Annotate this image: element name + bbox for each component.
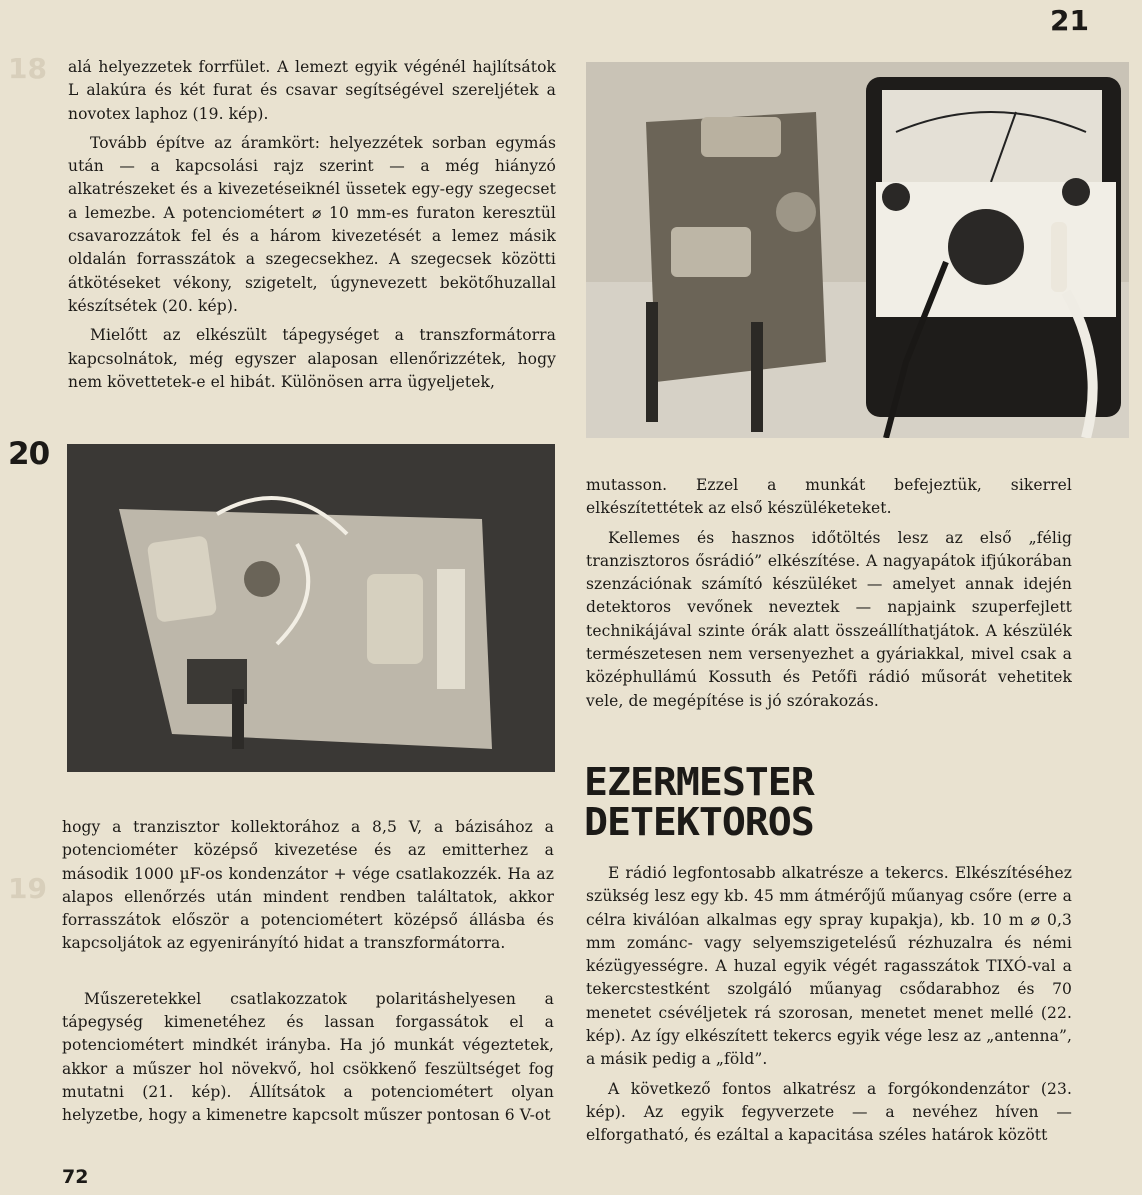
bleed-through-mark: 19 bbox=[8, 872, 47, 905]
paragraph: mutasson. Ezzel a munkát befejeztük, sikerrel elkészítettétek az első készüléketeket. bbox=[586, 476, 1072, 518]
heading-line-1: EZERMESTER bbox=[584, 760, 814, 804]
page-number-bottom: 72 bbox=[62, 1166, 89, 1188]
photo-power-supply-with-multimeter bbox=[586, 62, 1129, 438]
article-heading bbox=[584, 762, 814, 842]
photo-power-supply-board bbox=[67, 444, 555, 772]
photo-graphic bbox=[67, 444, 555, 772]
paragraph: alá helyezzetek forrfület. A lemezt egyik végénél hajlítsátok L alakúra és két furat és csavar segítségével szereljétek a novotex laphoz (19. kép). bbox=[68, 58, 556, 123]
paragraph: Kellemes és hasznos időtöltés lesz az első „félig tranzisztoros ősrádió” elkészítése. A nagyapátok ifjúkorában szenzációnak számító készüléket — amelyet annak idején detektoros vevőnek neveztek — napjaink szuperfejlett technikájával szinte órák alatt összeállíthatjátok. A készülék természetesen nem versenyezhet a gyáriakkal, mivel csak a középhullámú Kossuth és Petőfi rádió műsorát vehetitek vele, de megépítése is jó szórakozás. bbox=[586, 528, 1072, 710]
bleed-through-mark: 18 bbox=[8, 52, 47, 85]
right-column-middle-text bbox=[586, 474, 1072, 719]
paragraph: A következő fontos alkatrész a forgókondenzátor (23. kép). Az egyik fegyverzete — a nevéhez híven — elforgatható, és ezáltal a kapacitása széles határok között bbox=[586, 1079, 1072, 1145]
paragraph: hogy a tranzisztor kollektorához a 8,5 V, a bázisához a potenciométer középső kivezetése és az emitterhez a második 1000 µF-os kondenzátor + vége csatlakozzék. Ha az alapos ellenőrzés után mindent rendben találtatok, akkor forrasszátok először a potenciométert középső állásba és kapcsoljátok az egyenirányító hidat a transzformátorra. bbox=[62, 818, 554, 953]
heading-line-2: DETEKTOROS bbox=[584, 800, 814, 844]
paragraph: Mielőtt az elkészült tápegységet a transzformátorra kapcsolnátok, még egyszer alaposan ellenőrizzétek, hogy nem követtetek-e el hibát. Különösen arra ügyeljetek, bbox=[68, 326, 556, 391]
paragraph: Műszeretekkel csatlakozzatok polaritáshelyesen a tápegység kimenetéhez és lassan forgassátok el a potenciométert mindkét irányba. Ha jó munkát végeztetek, akkor a műszer hol növekvő, hol csökkenő feszültséget fog mutatni (21. kép). Állítsátok a potenciométert olyan helyzetbe, hogy a kimenetre kapcsolt műszer pontosan 6 V-ot bbox=[62, 989, 554, 1125]
page-number-top: 21 bbox=[1050, 4, 1089, 37]
left-column-bottom-text bbox=[62, 816, 554, 1134]
left-column-top-text bbox=[68, 56, 556, 400]
photo-graphic bbox=[586, 62, 1129, 438]
paragraph: Tovább építve az áramkört: helyezzétek sorban egymás után — a kapcsolási rajz szerint — a még hiányzó alkatrészeket és a kivezetéseiknél üssetek egy-egy szegecset a lemezbe. A potenciométert ⌀ 10 mm-es furaton keresztül csavarozzátok fel és a három kivezetését a lemez másik oldalán forrasszátok a szegecsekhez. A szegecsek közötti átkötéseket vékony, szigetelt, úgynevezett bekötőhuzallal készítsétek (20. kép). bbox=[68, 133, 556, 315]
right-column-bottom-text bbox=[586, 862, 1072, 1154]
figure-label-20: 20 bbox=[8, 436, 50, 472]
paragraph: E rádió legfontosabb alkatrésze a tekercs. Elkészítéséhez szükség lesz egy kb. 45 mm átmérőjű műanyag csőre (erre a célra kiválóan alkalmas egy spray kupakja), kb. 10 m ⌀ 0,3 mm zománc- vagy selyemszigetelésű rézhuzalra és némi kézügyességre. A huzal egyik végét ragasszátok TIXÓ-val a tekercstestként szolgáló műanyag csődarabhoz és 70 menetet csévéljetek rá szorosan, menetet menet mellé (22. kép). Az így elkészített tekercs egyik vége lesz az „antenna”, a másik pedig a „föld”. bbox=[586, 864, 1072, 1069]
